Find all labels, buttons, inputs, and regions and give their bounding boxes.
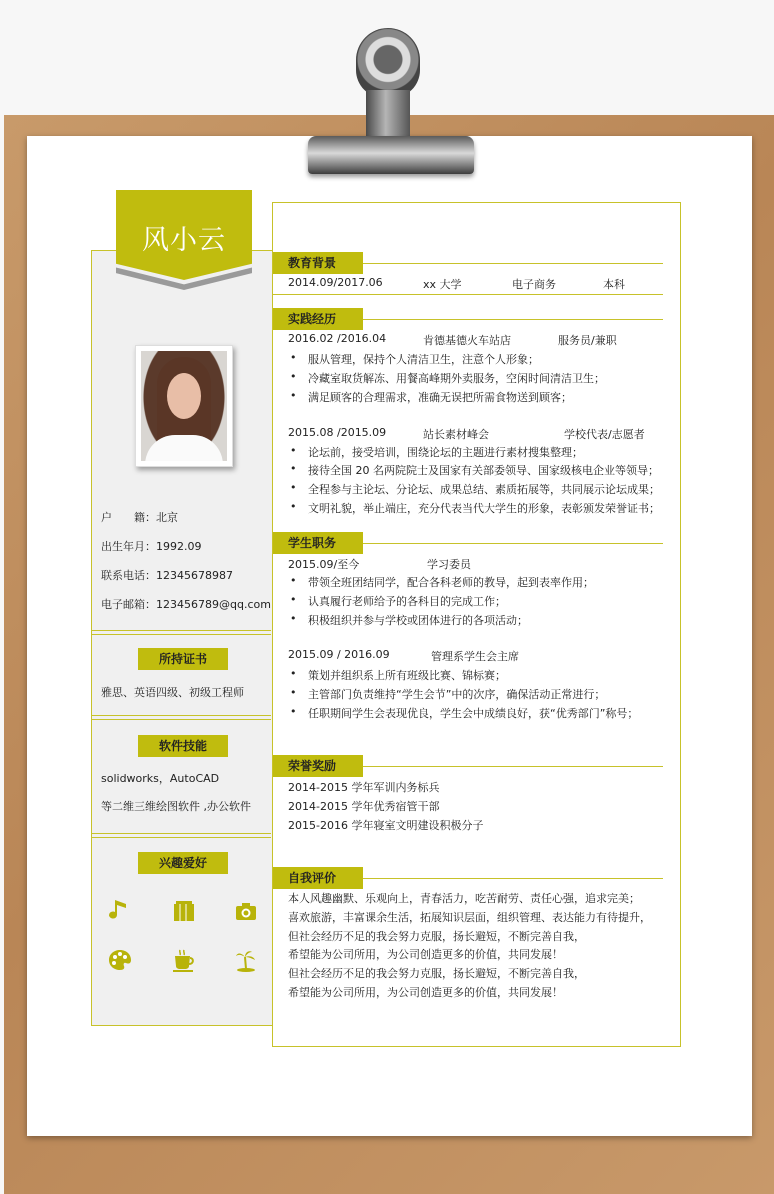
honor-item: 2014-2015 学年优秀宿管干部	[288, 800, 440, 813]
info-birth: 出生年月：1992.09	[101, 540, 202, 553]
info-hukou: 户 籍：北京	[101, 511, 178, 524]
binder-clip-neck	[366, 90, 410, 140]
photo-image	[141, 351, 227, 461]
practice-heading: 实践经历	[273, 308, 363, 330]
role2-bullet: • 策划并组织系上所有班级比赛、锦标赛；	[286, 667, 506, 683]
coffee-icon	[171, 947, 197, 973]
education-heading: 教育背景	[273, 252, 363, 274]
self-eval-line: 喜欢旅游，丰富课余生活，拓展知识层面，组织管理、表达能力有待提升，	[288, 911, 651, 924]
student-roles-heading: 学生职务	[273, 532, 363, 554]
practice-job2-bullet: • 论坛前，接受培训，围绕论坛的主题进行素材搜集整理；	[286, 444, 583, 460]
binder-clip-ring	[356, 28, 420, 98]
role1-period: 2015.09/至今	[288, 558, 360, 571]
education-period: 2014.09/2017.06	[288, 276, 383, 289]
education-school: xx 大学	[423, 278, 462, 291]
role1-bullet: • 带领全班团结同学，配合各科老师的教导，起到表率作用；	[286, 574, 594, 590]
role1-bullet: • 认真履行老师给予的各科目的完成工作；	[286, 593, 506, 609]
certificates-text: 雅思、英语四级、初级工程师	[101, 686, 244, 699]
education-degree: 本科	[603, 278, 625, 291]
section-rule	[363, 766, 663, 767]
section-rule	[363, 543, 663, 544]
self-eval-line: 希望能为公司所用，为公司创造更多的价值，共同发展！	[288, 948, 563, 961]
music-icon	[107, 898, 133, 924]
practice-job1-role: 服务员/兼职	[558, 334, 617, 347]
section-rule	[363, 263, 663, 264]
photo-face	[167, 373, 201, 419]
camera-icon	[233, 898, 259, 924]
role1-title: 学习委员	[427, 558, 471, 571]
left-divider	[91, 715, 271, 720]
section-rule	[363, 878, 663, 879]
practice-job2-bullet: • 文明礼貌，举止端庄，充分代表当代大学生的形象，表彰颁发荣誉证书；	[286, 500, 660, 516]
practice-job1-period: 2016.02 /2016.04	[288, 332, 387, 345]
skills-heading: 软件技能	[138, 735, 228, 757]
practice-job1-bullet: • 冷藏室取货解冻、用餐高峰期外卖服务，空闲时间清洁卫生；	[286, 370, 605, 386]
profile-photo	[135, 345, 233, 467]
practice-job2-bullet: • 全程参与主论坛、分论坛、成果总结、素质拓展等，共同展示论坛成果；	[286, 481, 660, 497]
role2-title: 管理系学生会主席	[431, 650, 519, 663]
section-rule	[273, 294, 663, 295]
honors-heading: 荣誉奖励	[273, 755, 363, 777]
self-eval-line: 本人风趣幽默、乐观向上，青春活力，吃苦耐劳、责任心强，追求完美；	[288, 892, 640, 905]
section-rule	[363, 319, 663, 320]
education-major: 电子商务	[512, 278, 556, 291]
honor-item: 2014-2015 学年军训内务标兵	[288, 781, 440, 794]
self-eval-heading: 自我评价	[273, 867, 363, 889]
role2-bullet: • 任职期间学生会表现优良，学生会中成绩良好，获“优秀部门”称号；	[286, 705, 638, 721]
practice-job1-bullet: • 满足顾客的合理需求，准确无误把所需食物送到顾客；	[286, 389, 572, 405]
honor-item: 2015-2016 学年寝室文明建设积极分子	[288, 819, 484, 832]
self-eval-line: 希望能为公司所用，为公司创造更多的价值，共同发展！	[288, 986, 563, 999]
hobbies-heading: 兴趣爱好	[138, 852, 228, 874]
practice-job2-bullet: • 接待全国 20 名两院院士及国家有关部委领导、国家级核电企业等领导；	[286, 462, 659, 478]
books-icon	[171, 898, 197, 924]
practice-job1-org: 肯德基德火车站店	[423, 334, 511, 347]
left-divider	[91, 833, 271, 838]
self-eval-line: 但社会经历不足的我会努力克服，扬长避短，不断完善自我，	[288, 930, 585, 943]
palm-beach-icon	[233, 947, 259, 973]
practice-job2-org: 站长素材峰会	[423, 428, 489, 441]
binder-clip-base	[308, 136, 474, 174]
info-email: 电子邮箱：123456789@qq.com	[101, 598, 271, 611]
self-eval-line: 但社会经历不足的我会努力克服，扬长避短，不断完善自我，	[288, 967, 585, 980]
practice-job2-period: 2015.08 /2015.09	[288, 426, 387, 439]
role1-bullet: • 积极组织并参与学校或团体进行的各项活动；	[286, 612, 528, 628]
role2-period: 2015.09 / 2016.09	[288, 648, 390, 661]
skills-line-2: 等二维三维绘图软件 ,办公软件	[101, 800, 251, 813]
certificates-heading: 所持证书	[138, 648, 228, 670]
info-phone: 联系电话：12345678987	[101, 569, 233, 582]
candidate-name: 风小云	[142, 225, 226, 256]
role2-bullet: • 主管部门负责维持“学生会节”中的次序，确保活动正常进行；	[286, 686, 605, 702]
practice-job1-bullet: • 服从管理，保持个人清洁卫生，注意个人形象；	[286, 351, 539, 367]
palette-icon	[107, 947, 133, 973]
skills-line-1: solidworks，AutoCAD	[101, 772, 220, 785]
practice-job2-role: 学校代表/志愿者	[564, 428, 645, 441]
left-divider	[91, 630, 271, 635]
